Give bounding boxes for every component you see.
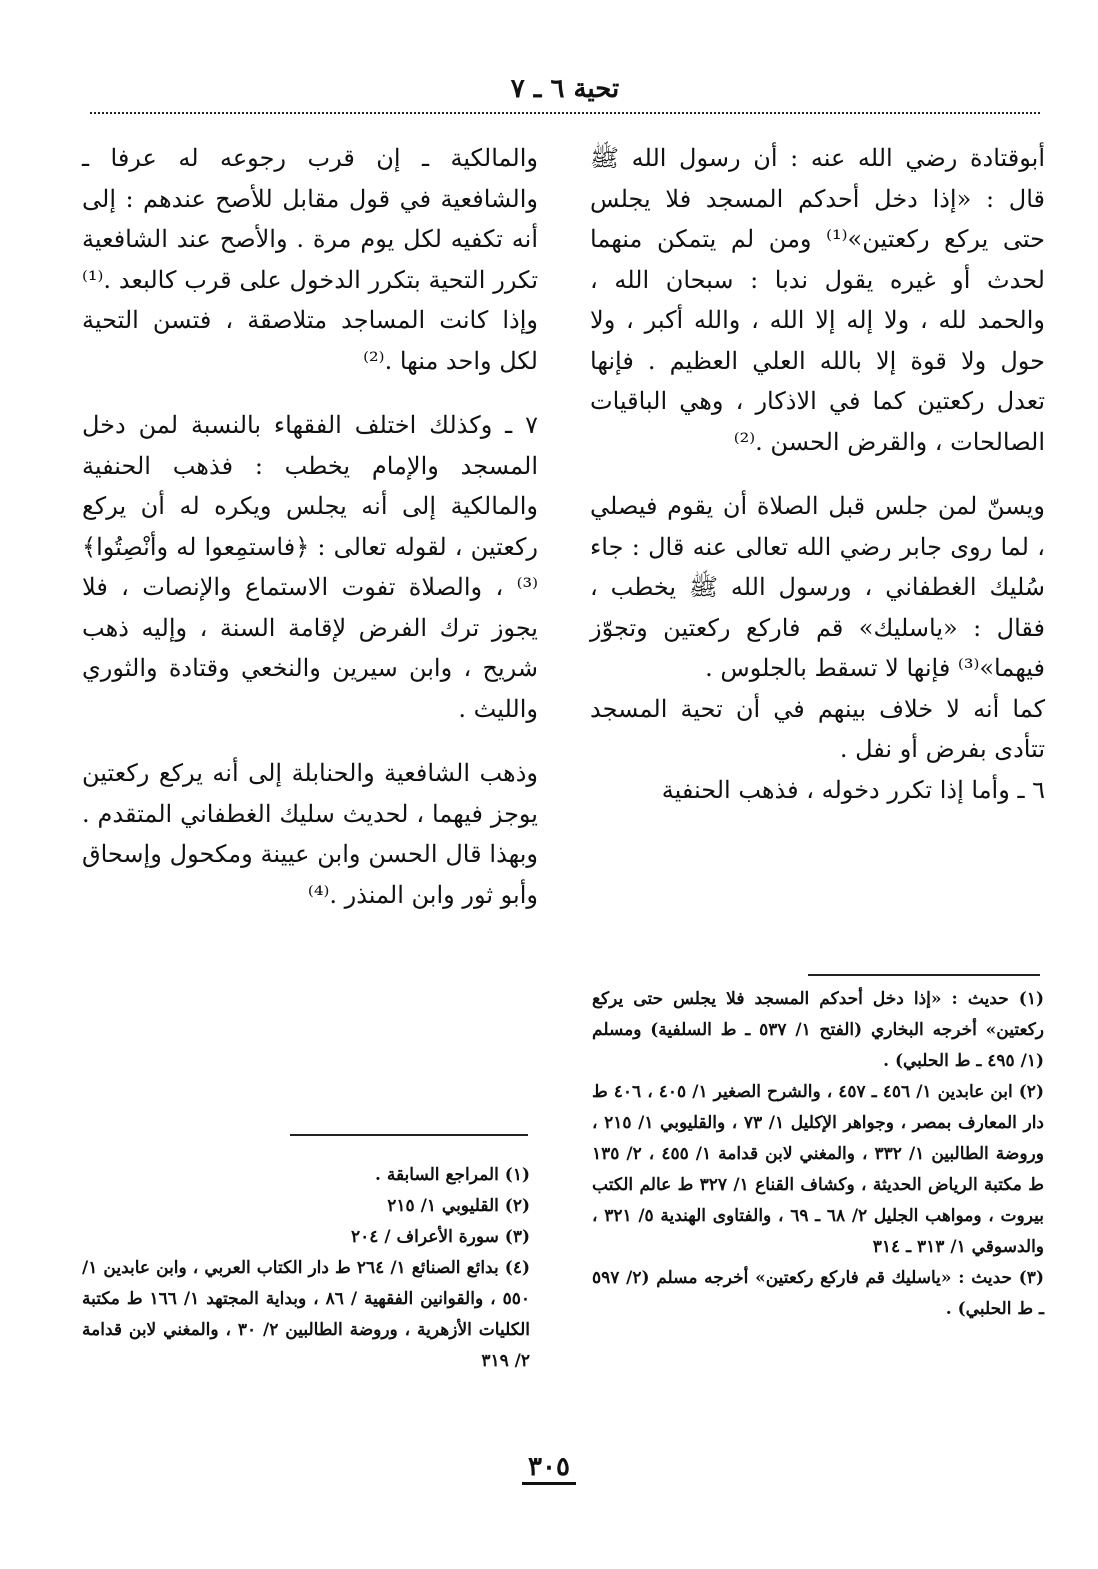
footnote-right-3: (٣) حديث : «ياسليك قم فاركع ركعتين» أخرجه مسلم (٢/ ٥٩٧ ـ ط الحلبي) . (592, 1268, 1044, 1319)
footnote-left-1: (١) المراجع السابقة . (375, 1165, 530, 1185)
right-paragraph-1: أبوقتادة رضي الله عنه : أن رسول الله ﷺ قال : «إذا دخل أحدكم المسجد فلا يجلس حتى يركع ركعتين»⁽¹⁾ ومن لم يتمكن منهما لحدث أو غيره يقول ندبا : سبحان الله ، والحمد لله ، ولا إله إلا الله ، والله أكبر ، ولا حول ولا قوة إلا بالله العلي العظيم . فإنها تعدل ركعتين كما في الاذكار ، وهي الباقيات الصالحات ، والقرض الحسن .⁽²⁾ (590, 144, 1045, 456)
left-paragraph-1: والمالكية ـ إن قرب رجوعه له عرفا ـ والشافعية في قول مقابل للأصح عندهم : إلى أنه تكفيه لكل يوم مرة . والأصح عند الشافعية تكرر التحية بتكرر الدخول على قرب كالبعد .⁽¹⁾ وإذا كانت المساجد متلاصقة ، فتسن التحية لكل واحد منها .⁽²⁾ (82, 144, 538, 375)
page-number-text: ٣٠٥ (522, 1452, 576, 1485)
left-paragraph-2: ٧ ـ وكذلك اختلف الفقهاء بالنسبة لمن دخل المسجد والإمام يخطب : فذهب الحنفية والمالكية إلى أنه يجلس ويكره له أن يركع ركعتين ، لقوله تعالى : ﴿فاستمِعوا له وأنْصِتُوا﴾⁽³⁾ ، والصلاة تفوت الاستماع والإنصات ، فلا يجوز ترك الفرض لإقامة السنة ، وإليه ذهب شريح ، وابن سيرين والنخعي وقتادة والثوري والليث . (82, 411, 538, 723)
right-paragraph-4: ٦ ـ وأما إذا تكرر دخوله ، فذهب الحنفية (661, 775, 1045, 804)
footnote-left-2: (٢) القليوبي ١/ ٢١٥ (387, 1196, 530, 1216)
footnote-right-2: (٢) ابن عابدين ١/ ٤٥٦ ـ ٤٥٧ ، والشرح الصغير ١/ ٤٠٥ ، ٤٠٦ ط دار المعارف بمصر ، وجواهر الإكليل ١/ ٧٣ ، والقليوبي ١/ ٢١٥ ، وروضة الطالبين ١/ ٣٣٢ ، والمغني لابن قدامة ١/ ٤٥٥ ، ٢/ ١٣٥ ط مكتبة الرياض الحديثة ، وكشاف القناع ١/ ٣٢٧ ط عالم الكتب بيروت ، ومواهب الجليل ٢/ ٦٨ ـ ٦٩ ، والفتاوى الهندية ٥/ ٣٢١ ، والدسوقي ١/ ٣١٣ ـ ٣١٤ (592, 1082, 1045, 1257)
header-title: تحية ٦ ـ ٧ (510, 74, 620, 104)
right-text-column (590, 138, 1045, 810)
right-footnote-separator (808, 974, 1040, 976)
right-paragraph-2: ويسنّ لمن جلس قبل الصلاة أن يقوم فيصلي ، لما روى جابر رضي الله تعالى عنه قال : جاء سُليك الغطفاني ، ورسول الله ﷺ يخطب ، فقال : «ياسليك» قم فاركع ركعتين وتجوّز فيهما»⁽³⁾ فإنها لا تسقط بالجلوس . (590, 492, 1045, 682)
header-dotted-rule (90, 112, 1040, 114)
left-paragraph-3: وذهب الشافعية والحنابلة إلى أنه يركع ركعتين يوجز فيهما ، لحديث سليك الغطفاني المتقدم . وبهذا قال الحسن وابن عيينة ومكحول وإسحاق وأبو ثور وابن المنذر .⁽⁴⁾ (82, 759, 538, 909)
right-footnotes (592, 984, 1044, 1325)
running-header (90, 72, 1040, 106)
left-footnotes (82, 1160, 530, 1377)
left-text-column (82, 138, 538, 915)
page-number (0, 1452, 1098, 1482)
left-footnote-separator (290, 1134, 528, 1136)
footnote-left-4: (٤) بدائع الصنائع ١/ ٢٦٤ ط دار الكتاب العربي ، وابن عابدين ١/ ٥٥٠ ، والقوانين الفقهية / ٨٦ ، وبداية المجتهد ١/ ١٦٦ ط مكتبة الكليات الأزهرية ، وروضة الطالبين ٢/ ٣٠ ، والمغني لابن قدامة ٢/ ٣١٩ (82, 1258, 530, 1371)
footnote-right-1: (١) حديث : «إذا دخل أحدكم المسجد فلا يجلس حتى يركع ركعتين» أخرجه البخاري (الفتح ١/ ٥٣٧ ـ ط السلفية) ومسلم (١/ ٤٩٥ ـ ط الحلبي) . (592, 989, 1044, 1071)
right-paragraph-3: كما أنه لا خلاف بينهم في أن تحية المسجد تتأدى بفرض أو نفل . (590, 694, 1045, 763)
footnote-left-3: (٣) سورة الأعراف / ٢٠٤ (351, 1227, 530, 1247)
